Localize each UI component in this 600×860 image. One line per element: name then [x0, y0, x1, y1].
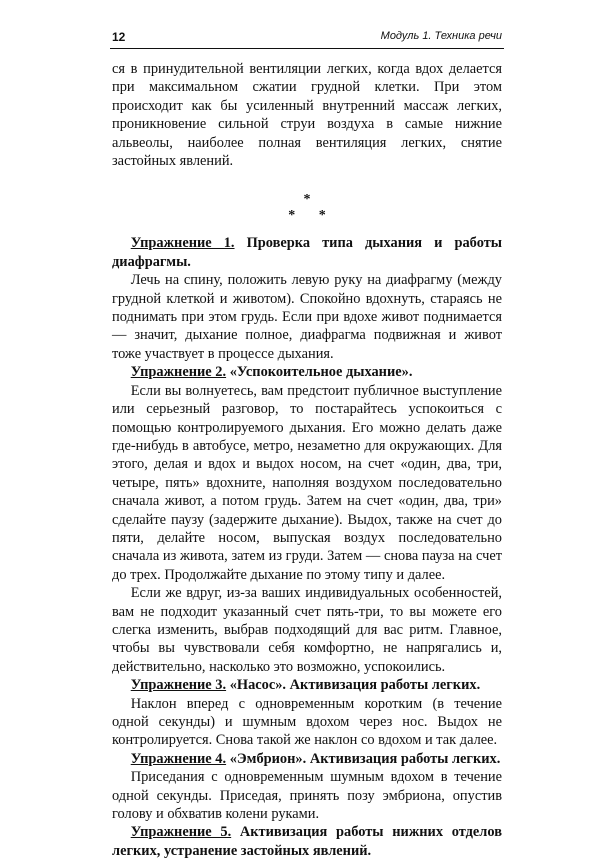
exercise-4-label: Упражнение 4.	[130, 750, 227, 767]
exercise-4-heading	[112, 750, 502, 768]
exercise-3-heading	[112, 676, 502, 694]
section-asterism	[112, 192, 502, 224]
exercise-1-label: Упражнение 1.	[130, 235, 235, 252]
exercise-2-heading	[112, 363, 502, 381]
exercise-3-paragraph-1: Наклон вперед с одновременным коротким (в течение одной секунды) и шумным вдохом через нос. Выдох не контролируется. Снова такой же наклон со вдохом и так далее.	[112, 695, 502, 749]
exercise-4-paragraph-1: Приседания с одновременным шумным вдохом в течение одной секунды. Приседая, принять позу эмбриона, опустив голову и обхватив колени руками.	[112, 769, 502, 823]
page-body	[112, 60, 502, 860]
running-head: Модуль 1. Техника речи	[380, 30, 502, 42]
exercise-2-label: Упражнение 2.	[130, 364, 227, 381]
exercise-2-title: «Успокоительное дыхание».	[229, 364, 413, 381]
exercise-4-title: «Эмбрион». Активизация работы легких.	[229, 750, 501, 767]
exercise-3-title: «Насос». Активизация работы легких.	[229, 677, 481, 694]
asterism-top: *	[303, 192, 311, 208]
exercise-2-paragraph-2: Если же вдруг, из-за ваших индивидуальных особенностей, вам не подходит указанный счет пять-три, то вы можете его слегка изменить, выбрав подходящий для вас ритм. Главное, чтобы вы чувствовали себя комфортно, не напрягались и, действительно, насколько это возможно, успокоились.	[112, 585, 502, 675]
exercise-2-paragraph-1: Если вы волнуетесь, вам предстоит публичное выступление или серьезный разговор, то постарайтесь успокоиться с помощью контролируемого дыхания. Его можно делать даже где-нибудь в автобусе, метро, незаметно для окружающих. Для этого, делая и вдох и выдох носом, на счет «один, два, три, четыре, пять» вдохните, наполняя воздухом последовательно сначала живот, а потом грудь. Затем на счет «один, два, три» сделайте паузу (задержите дыхание). Выдох, также на счет до пяти, делайте носом, выпуская воздух последовательно сначала из живота, затем из груди. Затем — снова пауза на счет до трех. Продолжайте дыхание по этому типу и далее.	[112, 382, 502, 583]
asterism-bottom: * *	[288, 208, 336, 224]
exercise-5-label: Упражнение 5.	[130, 824, 232, 841]
exercise-1-title: Проверка типа дыхания и работы диафрагмы.	[112, 235, 502, 270]
exercise-1-paragraph-1: Лечь на спину, положить левую руку на диафрагму (между грудной клеткой и животом). Спокойно вдохнуть, стараясь не поднимать при этом грудь. Если при вдохе живот поднимается — значит, дыхание полное, диафрагма подвижная и живот тоже участвует в процессе дыхания.	[112, 272, 502, 362]
exercise-5-title: Активизация работы нижних отделов легких, устранение застойных явлений.	[112, 824, 502, 859]
exercise-5-heading	[112, 823, 502, 860]
page-number: 12	[112, 30, 126, 44]
page-header	[112, 30, 502, 48]
exercise-1-heading	[112, 234, 502, 271]
exercise-3-label: Упражнение 3.	[130, 677, 227, 694]
intro-continuation: ся в принудительной вентиляции легких, когда вдох делается при максимальном сжатии грудной клетки. При этом происходит как бы усиленный внутренний массаж легких, проникновение сильной струи воздуха в самые нижние альвеолы, наиболее полная вентиляция легких, снятие застойных явлений.	[112, 61, 502, 170]
header-rule	[110, 48, 504, 49]
